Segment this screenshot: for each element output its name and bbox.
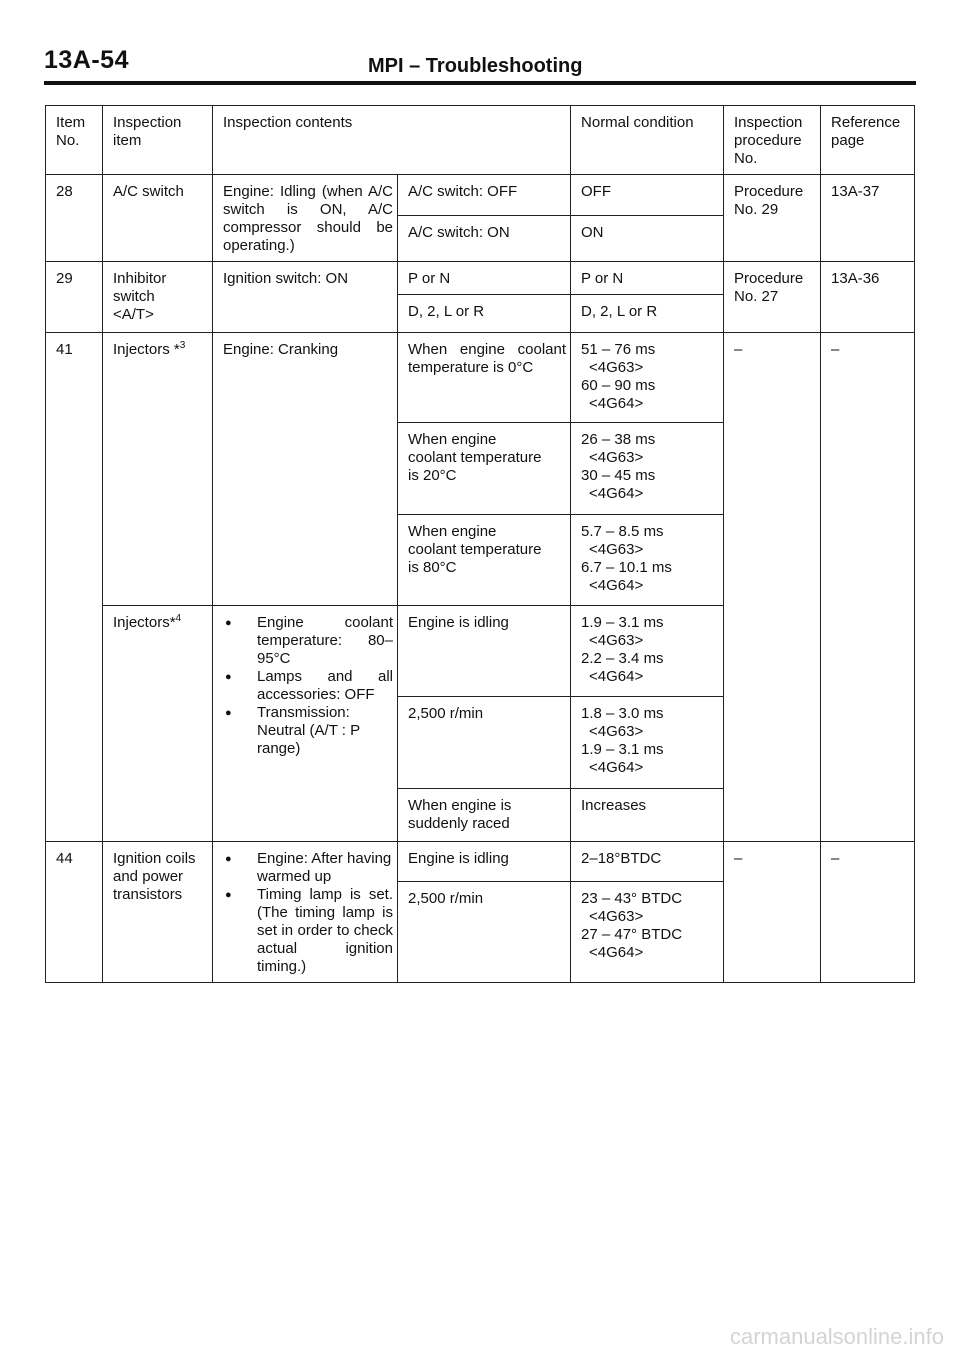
inspection-contents: ● Engine: After having warmed up ● Timing lamp is set. (The timing lamp is set in order to check actual ignition timing.) <box>213 842 398 983</box>
normal-condition: Increases <box>571 789 724 842</box>
header-inspection-procedure: Inspection procedure No. <box>724 106 821 175</box>
inspection-contents: Ignition switch: ON <box>213 262 398 333</box>
inspection-condition: Engine is idling <box>398 606 571 697</box>
inspection-contents: ● Engine coolant temperature: 80–95°C ● Lamps and all accessories: OFF ● Transmission: Neutral (A/T : P range) <box>213 606 398 842</box>
page-title: MPI – Troubleshooting <box>368 55 583 77</box>
inspection-procedure: – <box>724 842 821 983</box>
inspection-condition: When engine coolant temperature is 0°C <box>398 333 571 423</box>
normal-condition: 1.8 – 3.0 ms <4G63> 1.9 – 3.1 ms <4G64> <box>571 697 724 789</box>
table-row <box>46 175 915 216</box>
reference-page: – <box>821 842 915 983</box>
reference-page: 13A-37 <box>821 175 915 262</box>
inspection-contents: Engine: Cranking <box>213 333 398 606</box>
inspection-procedure: Procedure No. 27 <box>724 262 821 333</box>
inspection-item: Ignition coils and power transistors <box>103 842 213 983</box>
inspection-condition: P or N <box>398 262 571 295</box>
header-inspection-contents: Inspection contents <box>213 106 571 175</box>
item-no: 44 <box>46 842 103 983</box>
inspection-procedure: Procedure No. 29 <box>724 175 821 262</box>
table-row <box>46 842 915 882</box>
inspection-item: Injectors*$^4$ <box>103 606 213 842</box>
item-no: 29 <box>46 262 103 333</box>
reference-page: – <box>821 333 915 842</box>
inspection-condition: 2,500 r/min <box>398 697 571 789</box>
inspection-procedure: – <box>724 333 821 842</box>
inspection-condition: When engine coolant temperature is 80°C <box>398 515 571 606</box>
inspection-condition: When engine is suddenly raced <box>398 789 571 842</box>
normal-condition: P or N <box>571 262 724 295</box>
inspection-condition: D, 2, L or R <box>398 295 571 333</box>
inspection-condition: When engine coolant temperature is 20°C <box>398 423 571 515</box>
page-number: 13A-54 <box>44 46 129 74</box>
normal-condition: D, 2, L or R <box>571 295 724 333</box>
normal-condition: 23 – 43° BTDC <4G63> 27 – 47° BTDC <4G64> <box>571 881 724 982</box>
header-item-no: Item No. <box>46 106 103 175</box>
troubleshooting-table <box>45 105 915 983</box>
normal-condition: ON <box>571 215 724 261</box>
inspection-condition: A/C switch: OFF <box>398 175 571 216</box>
header-inspection-item: Inspection item <box>103 106 213 175</box>
item-no: 41 <box>46 333 103 842</box>
inspection-contents: Engine: Idling (when A/C switch is ON, A/C compressor should be operating.) <box>213 175 398 262</box>
normal-condition: 2–18°BTDC <box>571 842 724 882</box>
table-header-row <box>46 106 915 175</box>
item-no: 28 <box>46 175 103 262</box>
inspection-condition: Engine is idling <box>398 842 571 882</box>
inspection-condition: A/C switch: ON <box>398 215 571 261</box>
table-row <box>46 262 915 295</box>
table-row <box>46 333 915 423</box>
inspection-item: Inhibitor switch <A/T> <box>103 262 213 333</box>
header-reference-page: Reference page <box>821 106 915 175</box>
normal-condition: 26 – 38 ms <4G63> 30 – 45 ms <4G64> <box>571 423 724 515</box>
watermark: carmanualsonline.info <box>729 1324 944 1349</box>
inspection-condition: 2,500 r/min <box>398 881 571 982</box>
reference-page: 13A-36 <box>821 262 915 333</box>
header-normal-condition: Normal condition <box>571 106 724 175</box>
normal-condition: OFF <box>571 175 724 216</box>
normal-condition: 5.7 – 8.5 ms <4G63> 6.7 – 10.1 ms <4G64> <box>571 515 724 606</box>
inspection-item: Injectors *$^3$ <box>103 333 213 606</box>
normal-condition: 1.9 – 3.1 ms <4G63> 2.2 – 3.4 ms <4G64> <box>571 606 724 697</box>
inspection-item: A/C switch <box>103 175 213 262</box>
header-rule <box>44 81 916 85</box>
normal-condition: 51 – 76 ms <4G63> 60 – 90 ms <4G64> <box>571 333 724 423</box>
